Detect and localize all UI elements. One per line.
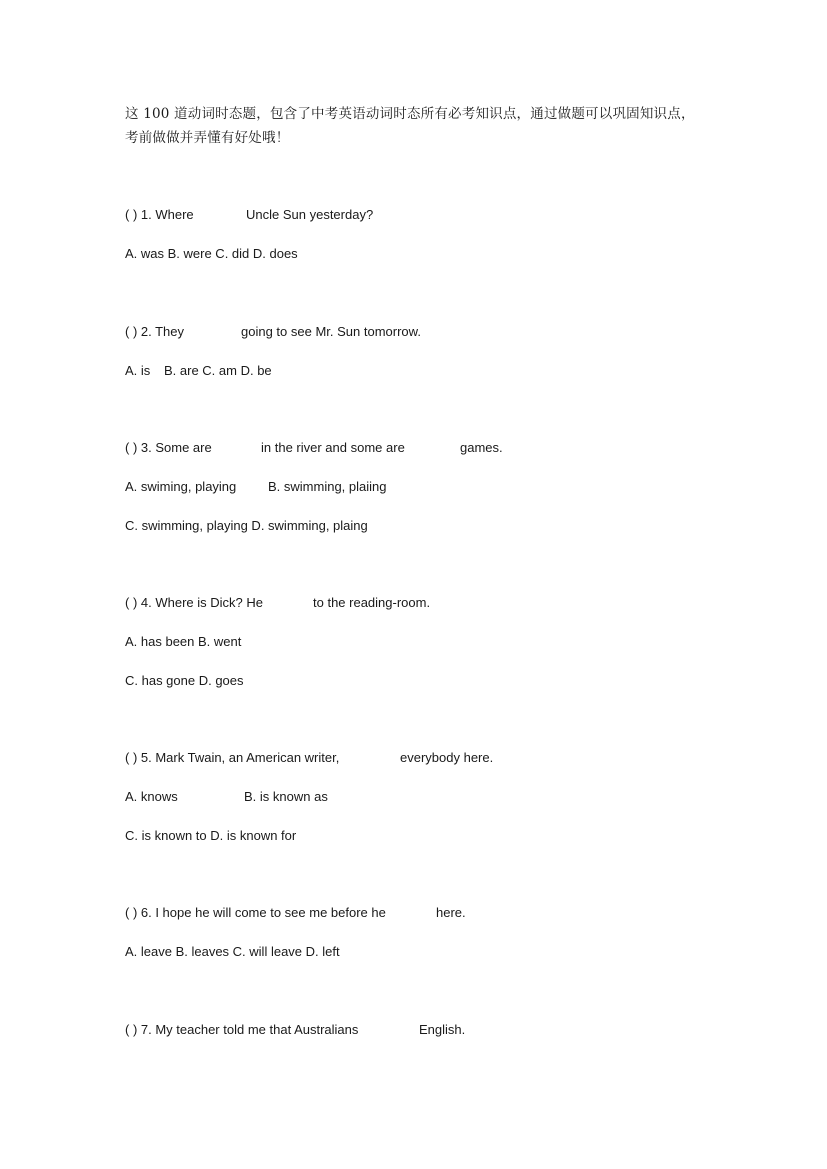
- question-4-options: [125, 673, 244, 721]
- question-text: English.: [419, 1022, 466, 1037]
- question-text: ( ) 6. I hope he will come to see me before he: [125, 905, 386, 920]
- answer-options: C. swimming, playing D. swimming, plaing: [125, 518, 368, 533]
- answer-options: C. has gone D. goes: [125, 673, 244, 688]
- question-7-stem: [125, 1022, 466, 1086]
- question-text: in the river and some are: [261, 440, 405, 455]
- question-text: ( ) 4. Where is Dick? He: [125, 595, 263, 610]
- question-text: everybody here.: [400, 750, 494, 765]
- answer-options: A. is: [125, 363, 151, 378]
- question-5-options: [125, 828, 297, 876]
- intro-paragraph: [125, 102, 725, 150]
- question-text: ( ) 5. Mark Twain, an American writer,: [125, 750, 340, 765]
- question-2-options: [125, 363, 272, 427]
- intro-line: 这 100 道动词时态题，包含了中考英语动词时态所有必考知识点，通过做题可以巩固知识点，: [125, 106, 695, 122]
- question-text: ( ) 3. Some are: [125, 440, 212, 455]
- question-text: ( ) 7. My teacher told me that Australians: [125, 1022, 359, 1037]
- answer-options: A. was B. were C. did D. does: [125, 246, 298, 261]
- question-text: ( ) 1. Where: [125, 207, 194, 222]
- answer-options: A. swiming, playing: [125, 479, 237, 494]
- question-text: Uncle Sun yesterday?: [246, 207, 374, 222]
- answer-options: B. are C. am D. be: [164, 363, 272, 378]
- question-text: here.: [436, 905, 466, 920]
- question-3-options: [125, 518, 368, 566]
- answer-options: B. is known as: [244, 789, 328, 804]
- question-1-options: [125, 246, 298, 294]
- intro-line: 考前做做并弄懂有好处哦！: [125, 130, 290, 146]
- answer-options: B. swimming, plaiing: [268, 479, 387, 494]
- answer-options: C. is known to D. is known for: [125, 828, 297, 843]
- answer-options: A. knows: [125, 789, 178, 804]
- answer-options: A. leave B. leaves C. will leave D. left: [125, 944, 340, 959]
- question-text: ( ) 2. They: [125, 324, 185, 339]
- answer-options: A. has been B. went: [125, 634, 242, 649]
- question-text: to the reading-room.: [313, 595, 431, 610]
- question-text: going to see Mr. Sun tomorrow.: [241, 324, 421, 339]
- question-6-options: [125, 944, 340, 992]
- question-text: games.: [460, 440, 503, 455]
